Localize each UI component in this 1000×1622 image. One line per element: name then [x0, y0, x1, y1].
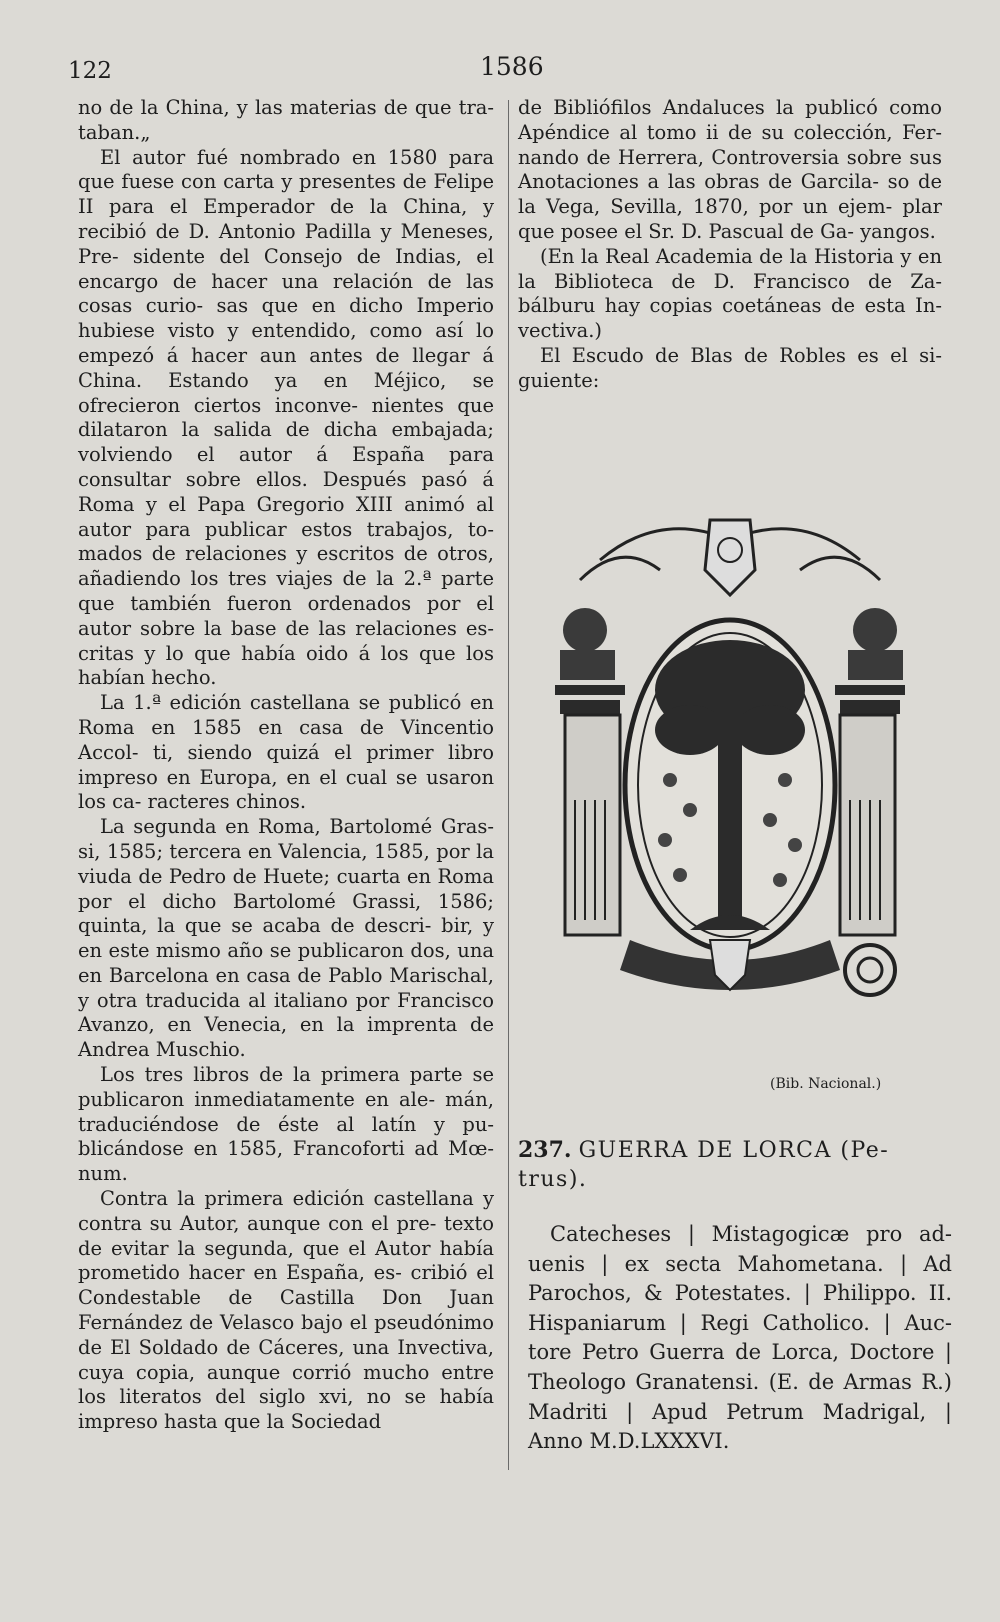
entry-description: Catecheses | Mistagogicæ pro ad- uenis | ex secta Mahometana. | Ad Parochos, & Potestates. | Philippo. II. Hispaniarum | Regi Catholico. | Auc- tore Petro Guerra de Lorca, Doctore | Theologo Granatensi. (E. de Armas R.) Madriti | Apud Petrum Madrigal, | Anno M.D.LXXXVI.	[528, 1222, 952, 1454]
printer-device-illustration	[540, 500, 920, 1040]
paragraph: El Escudo de Blas de Robles es el si- guiente:	[518, 343, 942, 392]
paragraph: La segunda en Roma, Bartolomé Gras- si, 1585; tercera en Valencia, 1585, por la viuda de Pedro de Huete; cuarta en Roma por el dicho Bartolomé Grassi, 1586; quinta, la que se acaba de descri- bir, y en este mismo año se publicaron dos, una en Barcelona en casa de Pablo Marischal, y otra traducida al italiano por Francisco Avanzo, en Venecia, en la imprenta de Andrea Muschio.	[78, 815, 494, 1062]
page-number: 122	[68, 58, 112, 84]
entry-title: GUERRA DE LORCA (Pe- trus).	[518, 1138, 890, 1192]
paragraph: de Bibliófilos Andaluces la publicó como Apéndice al tomo ii de su colección, Fer- nando de Herrera, Controversia sobre sus Anotaciones a las obras de Garcila- so de la Vega, Sevilla, 1870, por un ejem- plar que posee el Sr. D. Pascual de Ga- yangos.	[518, 96, 942, 243]
paragraph: Contra la primera edición castellana y contra su Autor, aunque con el pre- texto de evitar la segunda, que el Autor había prometido hacer en España, es- cribió el Condestable de Castilla Don Juan Fernández de Velasco bajo el pseudónimo de El Soldado de Cáceres, una Invectiva, cuya copia, aunque corrió mucho entre los literatos del siglo xvi, no se había impreso hasta que la Sociedad	[78, 1187, 494, 1434]
left-column	[78, 96, 494, 1435]
paragraph: La 1.ª edición castellana se publicó en Roma en 1585 en casa de Vincentio Accol- ti, siendo quizá el primer libro impreso en Europa, en el cual se usaron los ca- racteres chinos.	[78, 691, 494, 814]
paragraph: El autor fué nombrado en 1580 para que fuese con carta y presentes de Felipe II para el Emperador de la China, y recibió de D. Antonio Padilla y Meneses, Pre- sidente del Consejo de Indias, el encargo de hacer una relación de las cosas curio- sas que en dicho Imperio hubiese visto y entendido, como así lo empezó á hacer aun antes de llegar á China. Estando ya en Méjico, se ofrecieron ciertos inconve- nientes que dilataron la salida de dicha embajada; volviendo el autor á España para consultar sobre ellos. Después pasó á Roma y el Papa Gregorio XIII animó al autor para publicar estos trabajos, to- mados de relaciones y escritos de otros, añadiendo los tres viajes de la 2.ª parte que también fueron ordenados por el autor sobre la base de las relaciones es- critas y lo que había oido á los que los habían hecho.	[78, 145, 494, 690]
entry-heading	[518, 1136, 942, 1194]
right-column	[518, 96, 942, 394]
paragraph: Los tres libros de la primera parte se publicaron inmediatamente en ale- mán, traduciéndose de éste al latín y pu- blicándose en 1585, Francoforti ad Mœ- num.	[78, 1063, 494, 1186]
running-year: 1586	[480, 52, 544, 81]
page-header	[0, 52, 1000, 92]
column-divider	[508, 100, 509, 1470]
entry-body	[528, 1220, 952, 1457]
paragraph: no de la China, y las materias de que tra- taban.„	[78, 96, 494, 144]
image-caption: (Bib. Nacional.)	[770, 1076, 882, 1092]
paragraph: (En la Real Academia de la Historia y en la Biblioteca de D. Francisco de Za- bálburu hay copias coetáneas de esta In- vectiva.)	[518, 244, 942, 343]
entry-number: 237.	[518, 1137, 572, 1163]
